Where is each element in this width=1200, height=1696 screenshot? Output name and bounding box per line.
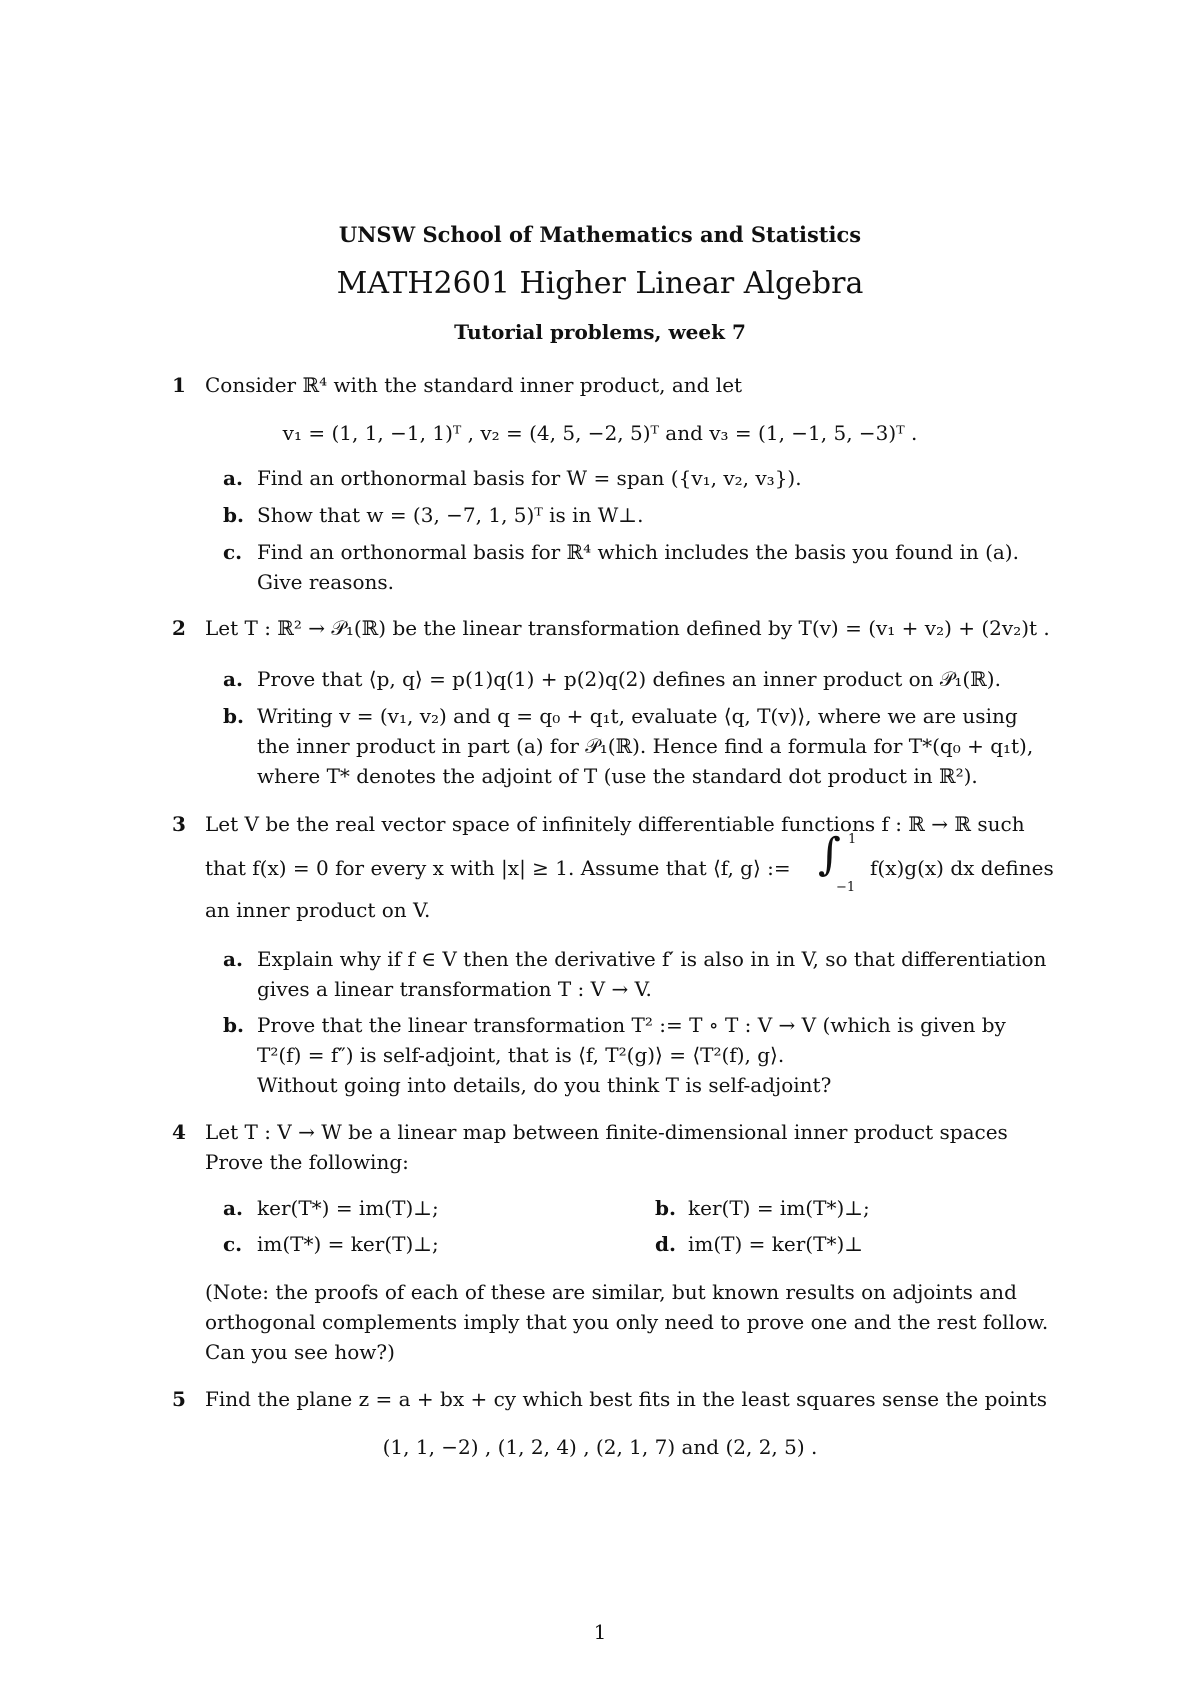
problem-3b-text-1: Prove that the linear transformation T² := T ∘ T : V → V (which is given by [257,1013,1006,1037]
problem-3a-text-2: gives a linear transformation T : V → V. [257,977,652,1001]
problem-2a-text: Prove that ⟨p, q⟩ = p(1)q(1) + p(2)q(2) defines an inner product on 𝒫₁(ℝ). [257,667,1001,691]
problem-4-intro-1: Let T : V → W be a linear map between finite-dimensional inner product spaces [205,1120,1008,1144]
problem-4c-text: im(T*) = ker(T)⊥; [257,1232,439,1256]
problem-1b-text: Show that w = (3, −7, 1, 5)ᵀ is in W⊥. [257,503,644,527]
problem-5-points: (1, 1, −2) , (1, 2, 4) , (2, 1, 7) and (2, 2, 5) . [382,1435,818,1459]
problem-1c-label: c. [223,540,243,564]
problem-4-intro-2: Prove the following: [205,1150,409,1174]
problem-2b-text-3: where T* denotes the adjoint of T (use the standard dot product in ℝ²). [257,764,978,788]
problem-5-number: 5 [172,1387,186,1411]
course-title: MATH2601 Higher Linear Algebra [336,266,864,301]
problem-2b-text-1: Writing v = (v₁, v₂) and q = q₀ + q₁t, evaluate ⟨q, T(v)⟩, where we are using [257,704,1018,728]
problem-4c-label: c. [223,1232,243,1256]
problem-3a-text-1: Explain why if f ∈ V then the derivative f′ is also in in V, so that differentiation [257,947,1047,971]
problem-4d-text: im(T) = ker(T*)⊥ [688,1232,864,1256]
problem-1-vectors: v₁ = (1, 1, −1, 1)ᵀ , v₂ = (4, 5, −2, 5)ᵀ and v₃ = (1, −1, 5, −3)ᵀ . [282,421,918,445]
problem-4b-text: ker(T) = im(T*)⊥; [688,1196,870,1220]
problem-3-intro-1: Let V be the real vector space of infinitely differentiable functions f : ℝ → ℝ such [205,812,1025,836]
problem-1a-label: a. [223,466,243,490]
problem-4-note-1: (Note: the proofs of each of these are similar, but known results on adjoints and [205,1280,1017,1304]
problem-3-intro-2a: that f(x) = 0 for every x with |x| ≥ 1. Assume that ⟨f, g⟩ := [205,856,791,880]
problem-4-note-3: Can you see how?) [205,1340,395,1364]
problem-1-number: 1 [172,373,186,397]
integral-sign: ∫ [818,829,841,880]
problem-3a-label: a. [223,947,243,971]
tutorial-subtitle: Tutorial problems, week 7 [454,320,746,344]
problem-4d-label: d. [655,1232,676,1256]
school-name: UNSW School of Mathematics and Statistics [338,222,862,247]
problem-1c-text-2: Give reasons. [257,570,394,594]
problem-4-note-2: orthogonal complements imply that you only need to prove one and the rest follow. [205,1310,1049,1334]
problem-5-intro: Find the plane z = a + bx + cy which best fits in the least squares sense the points [205,1387,1047,1411]
problem-3-intro-2b: f(x)g(x) dx defines [870,856,1054,880]
problem-2-number: 2 [172,616,186,640]
problem-3b-text-2: T²(f) = f″) is self-adjoint, that is ⟨f, T²(g)⟩ = ⟨T²(f), g⟩. [257,1043,785,1067]
problem-1c-text-1: Find an orthonormal basis for ℝ⁴ which includes the basis you found in (a). [257,540,1019,564]
problem-3b-text-3: Without going into details, do you think T is self-adjoint? [257,1073,832,1097]
integral-upper-limit: 1 [848,832,857,847]
problem-4b-label: b. [655,1196,676,1220]
problem-4a-label: a. [223,1196,243,1220]
problem-2a-label: a. [223,667,243,691]
problem-3b-label: b. [223,1013,244,1037]
page-number: 1 [593,1620,607,1644]
problem-4a-text: ker(T*) = im(T)⊥; [257,1196,439,1220]
problem-3-number: 3 [172,812,186,836]
problem-1b-label: b. [223,503,244,527]
problem-1-intro: Consider ℝ⁴ with the standard inner product, and let [205,373,743,397]
problem-1a-text: Find an orthonormal basis for W = span ({v₁, v₂, v₃}). [257,466,802,490]
problem-4-number: 4 [172,1120,186,1144]
problem-2b-text-2: the inner product in part (a) for 𝒫₁(ℝ). Hence find a formula for T*(q₀ + q₁t), [257,734,1034,758]
problem-2-intro: Let T : ℝ² → 𝒫₁(ℝ) be the linear transformation defined by T(v) = (v₁ + v₂) + (2v₂)t . [205,616,1050,640]
integral-lower-limit: −1 [836,880,856,895]
problem-3-intro-3: an inner product on V. [205,898,431,922]
problem-2b-label: b. [223,704,244,728]
